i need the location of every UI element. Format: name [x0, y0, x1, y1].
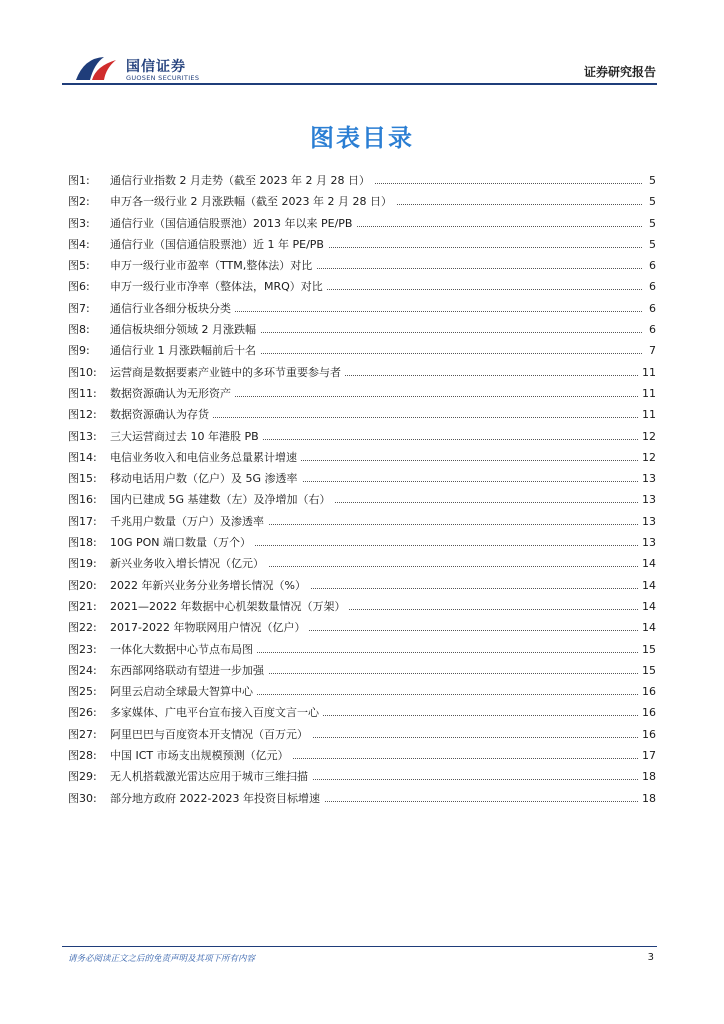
toc-entry-title: 申万一级行业市净率（整体法，MRQ）对比	[110, 276, 327, 297]
toc-entry-number: 图16:	[68, 493, 97, 507]
toc-entry[interactable]	[68, 681, 656, 702]
toc-entry-title: 部分地方政府 2022-2023 年投资目标增速	[110, 788, 324, 809]
toc-entry[interactable]	[68, 468, 656, 489]
toc-entry-number: 图3:	[68, 216, 90, 230]
toc-entry-page: 11	[638, 362, 656, 383]
toc-entry-page: 16	[638, 702, 656, 723]
toc-entry-number: 图4:	[68, 237, 90, 251]
toc-entry-page: 13	[638, 489, 656, 510]
toc-entry-title: 通信行业各细分板块分类	[110, 298, 235, 319]
company-logo	[74, 54, 224, 84]
report-type-label: 证券研究报告	[583, 65, 656, 79]
toc-entry-number: 图27:	[68, 727, 97, 741]
toc-entry-page: 6	[645, 298, 656, 319]
toc-entry-title: 东西部网络联动有望进一步加强	[110, 660, 268, 681]
toc-entry-page: 6	[645, 255, 656, 276]
toc-entry-page: 14	[638, 617, 656, 638]
page-header	[0, 0, 724, 90]
toc-entry-number: 图22:	[68, 621, 97, 635]
toc-entry-page: 18	[638, 766, 656, 787]
toc-entry-page: 12	[638, 426, 656, 447]
toc-entry-page: 14	[638, 553, 656, 574]
toc-entry-page: 13	[638, 468, 656, 489]
toc-entry-title: 通信行业 1 月涨跌幅前后十名	[110, 340, 260, 361]
toc-entry[interactable]	[68, 170, 656, 191]
toc-entry-title: 数据资源确认为无形资产	[110, 383, 235, 404]
toc-entry-title: 申万各一级行业 2 月涨跌幅（截至 2023 年 2 月 28 日）	[110, 191, 396, 212]
toc-entry-number: 图26:	[68, 706, 97, 720]
disclaimer-note: 请务必阅读正文之后的免责声明及其项下所有内容	[68, 954, 256, 964]
toc-entry-title: 阿里云启动全球最大智算中心	[110, 681, 257, 702]
toc-title: 图表目录	[310, 124, 414, 152]
guosen-logo-mark-icon	[74, 54, 118, 84]
toc-entry[interactable]	[68, 447, 656, 468]
toc-entry-number: 图8:	[68, 323, 90, 337]
logo-english-name: GUOSEN SECURITIES	[126, 74, 200, 82]
toc-entry-title: 2017-2022 年物联网用户情况（亿户）	[110, 617, 309, 638]
toc-entry-title: 无人机搭载激光雷达应用于城市三维扫描	[110, 766, 312, 787]
toc-entry[interactable]	[68, 596, 656, 617]
toc-entry-number: 图25:	[68, 685, 97, 699]
toc-entry-page: 5	[645, 213, 656, 234]
toc-entry-number: 图1:	[68, 174, 90, 187]
toc-entry[interactable]	[68, 575, 656, 596]
toc-entry-page: 18	[638, 788, 656, 809]
toc-entry[interactable]	[68, 724, 656, 745]
toc-entry[interactable]	[68, 298, 656, 319]
toc-entry-title: 中国 ICT 市场支出规模预测（亿元）	[110, 745, 293, 766]
toc-entry-number: 图21:	[68, 599, 97, 613]
toc-entry-title: 2022 年新兴业务分业务增长情况（%）	[110, 575, 310, 596]
toc-entry-page: 13	[638, 511, 656, 532]
toc-entry-title: 多家媒体、广电平台宣布接入百度文言一心	[110, 702, 323, 723]
toc-entry-number: 图2:	[68, 195, 90, 209]
toc-entry-title: 运营商是数据要素产业链中的多环节重要参与者	[110, 362, 345, 383]
toc-entry-number: 图6:	[68, 280, 90, 294]
toc-entry-title: 通信行业指数 2 月走势（截至 2023 年 2 月 28 日）	[110, 170, 374, 191]
toc-entry-page: 16	[638, 724, 656, 745]
toc-entry-number: 图9:	[68, 344, 90, 358]
toc-entry-number: 图29:	[68, 770, 97, 784]
toc-entry-number: 图28:	[68, 749, 97, 763]
toc-entry-number: 图13:	[68, 429, 97, 443]
toc-entry-title: 阿里巴巴与百度资本开支情况（百万元）	[110, 724, 312, 745]
toc-entry-number: 图11:	[68, 386, 97, 400]
page-number: 3	[647, 952, 654, 963]
toc-entry-number: 图7:	[68, 301, 90, 315]
toc-entry[interactable]	[68, 319, 656, 340]
toc-entry-number: 图20:	[68, 578, 97, 592]
toc-entry-page: 16	[638, 681, 656, 702]
toc-entry[interactable]	[68, 489, 656, 510]
toc-entry-page: 12	[638, 447, 656, 468]
toc-entry[interactable]	[68, 255, 656, 276]
toc-entry-number: 图14:	[68, 450, 97, 464]
toc-entry[interactable]	[68, 362, 656, 383]
toc-entry-title: 申万一级行业市盈率（TTM,整体法）对比	[110, 255, 316, 276]
toc-entry-title: 千兆用户数量（万户）及渗透率	[110, 511, 268, 532]
toc-entry-number: 图5:	[68, 259, 90, 273]
toc-entry-page: 6	[645, 319, 656, 340]
toc-entry-title: 一体化大数据中心节点布局图	[110, 639, 257, 660]
toc-entry-title: 2021—2022 年数据中心机架数量情况（万架）	[110, 596, 349, 617]
toc-entry[interactable]	[68, 276, 656, 297]
toc-entry[interactable]	[68, 383, 656, 404]
toc-entry[interactable]	[68, 617, 656, 638]
toc-entry-title: 电信业务收入和电信业务总量累计增速	[110, 447, 301, 468]
toc-entry-number: 图10:	[68, 365, 97, 379]
toc-entry-page: 5	[645, 191, 656, 212]
toc-entry[interactable]	[68, 702, 656, 723]
toc-entry[interactable]	[68, 532, 656, 553]
toc-entry[interactable]	[68, 660, 656, 681]
toc-entry-page: 17	[638, 745, 656, 766]
footer-divider	[62, 946, 657, 947]
toc-entry[interactable]	[68, 553, 656, 574]
toc-entry-number: 图12:	[68, 408, 97, 422]
toc-entry[interactable]	[68, 191, 656, 212]
toc-entry-title: 通信行业（国信通信股票池）2013 年以来 PE/PB	[110, 213, 356, 234]
toc-entry-number: 图18:	[68, 536, 97, 550]
toc-entry[interactable]	[68, 340, 656, 361]
toc-entry-page: 7	[645, 340, 656, 361]
toc-entry-page: 15	[638, 660, 656, 681]
toc-entry-number: 图19:	[68, 557, 97, 571]
toc-entry-page: 5	[645, 170, 656, 191]
toc-entry-title: 数据资源确认为存货	[110, 404, 213, 425]
toc-entry-number: 图30:	[68, 791, 97, 805]
toc-entry-title: 国内已建成 5G 基建数（左）及净增加（右）	[110, 489, 335, 510]
toc-entry-number: 图15:	[68, 472, 97, 486]
toc-entry[interactable]	[68, 404, 656, 425]
toc-entry[interactable]	[68, 766, 656, 787]
toc-entry-number: 图23:	[68, 642, 97, 656]
toc-entry[interactable]	[68, 234, 656, 255]
toc-entry-page: 5	[645, 234, 656, 255]
toc-entry-title: 10G PON 端口数量（万个）	[110, 532, 255, 553]
toc-entry-page: 14	[638, 575, 656, 596]
toc-entry[interactable]	[68, 639, 656, 660]
toc-entry-title: 通信行业（国信通信股票池）近 1 年 PE/PB	[110, 234, 328, 255]
header-divider	[62, 83, 657, 85]
toc-entry-page: 14	[638, 596, 656, 617]
toc-entry[interactable]	[68, 426, 656, 447]
toc-entry-title: 移动电话用户数（亿户）及 5G 渗透率	[110, 468, 302, 489]
toc-entry[interactable]	[68, 745, 656, 766]
toc-entry[interactable]	[68, 213, 656, 234]
toc-entry[interactable]	[68, 788, 656, 809]
toc-entry-number: 图24:	[68, 663, 97, 677]
toc-entry-page: 6	[645, 276, 656, 297]
toc-entry-page: 13	[638, 532, 656, 553]
logo-chinese-name: 国信证券	[126, 59, 186, 75]
toc-entry-page: 11	[638, 404, 656, 425]
toc-entry-title: 三大运营商过去 10 年港股 PB	[110, 426, 263, 447]
toc-entry-title: 新兴业务收入增长情况（亿元）	[110, 553, 268, 574]
toc-entry[interactable]	[68, 511, 656, 532]
figure-toc-list	[68, 170, 656, 809]
toc-entry-title: 通信板块细分领域 2 月涨跌幅	[110, 319, 260, 340]
toc-entry-page: 15	[638, 639, 656, 660]
toc-entry-page: 11	[638, 383, 656, 404]
toc-entry-number: 图17:	[68, 514, 97, 528]
